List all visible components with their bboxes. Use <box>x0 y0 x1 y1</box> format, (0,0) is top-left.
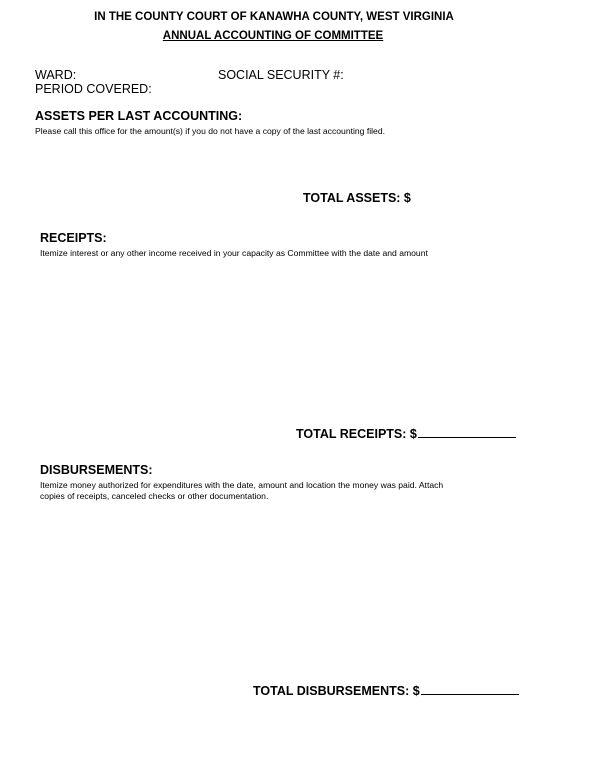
ssn-label: SOCIAL SECURITY #: <box>218 68 344 82</box>
total-disbursements-blank <box>421 682 519 695</box>
total-disbursements-label: TOTAL DISBURSEMENTS: $ <box>253 684 420 698</box>
assets-heading: ASSETS PER LAST ACCOUNTING: <box>35 109 243 123</box>
total-receipts-label: TOTAL RECEIPTS: $ <box>296 427 417 441</box>
ward-label: WARD: <box>35 68 77 82</box>
total-disbursements-line <box>253 682 519 698</box>
disbursements-heading: DISBURSEMENTS: <box>40 463 153 477</box>
disbursements-instruction-line2: copies of receipts, canceled checks or other documentation. <box>40 491 269 501</box>
court-heading: IN THE COUNTY COURT OF KANAWHA COUNTY, WEST VIRGINIA <box>94 11 454 23</box>
form-title: ANNUAL ACCOUNTING OF COMMITTEE <box>162 30 384 42</box>
period-covered-label: PERIOD COVERED: <box>35 82 152 96</box>
assets-instruction: Please call this office for the amount(s) if you do not have a copy of the last accounting filed. <box>35 126 385 136</box>
receipts-heading: RECEIPTS: <box>40 231 107 245</box>
receipts-instruction: Itemize interest or any other income received in your capacity as Committee with the date and amount <box>40 248 428 258</box>
total-receipts-line <box>296 425 516 441</box>
total-receipts-blank <box>418 425 516 438</box>
disbursements-instruction-line1: Itemize money authorized for expenditures with the date, amount and location the money was paid. Attach <box>40 480 444 490</box>
total-assets-label: TOTAL ASSETS: $ <box>303 191 411 205</box>
